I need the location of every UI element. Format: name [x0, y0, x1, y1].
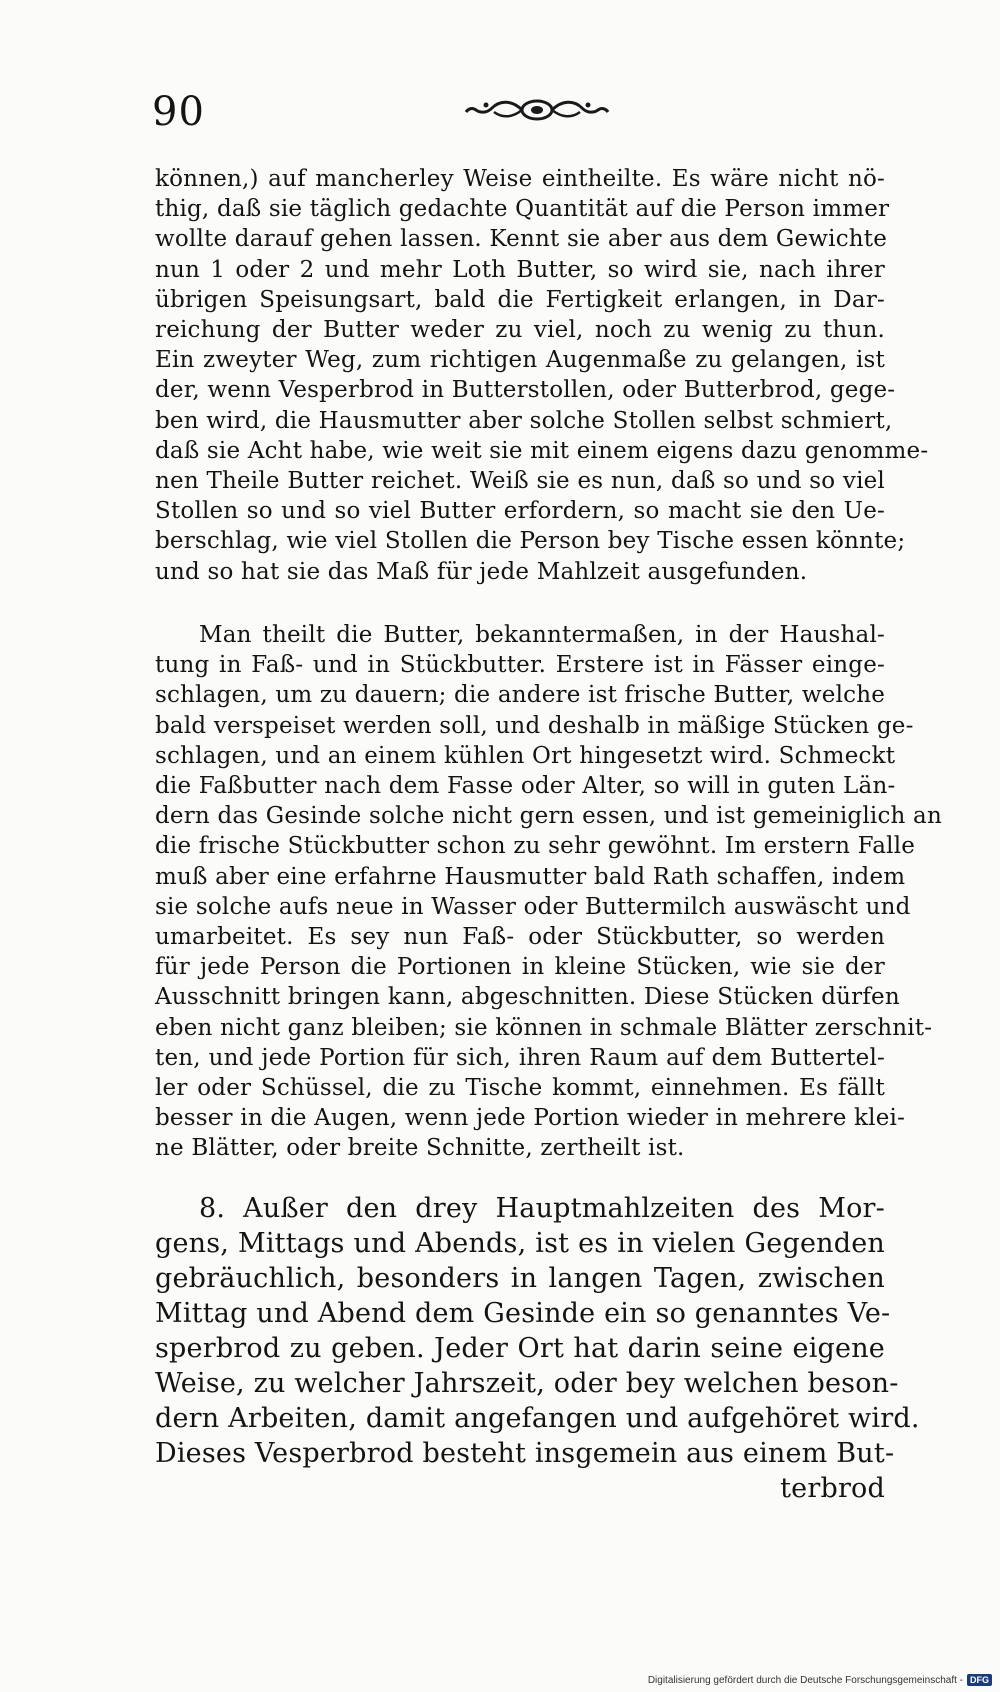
text-line: nun 1 oder 2 und mehr Loth Butter, so wird sie, nach ihrer — [155, 256, 885, 283]
text-line: Ein zweyter Weg, zum richtigen Augenmaße zu gelangen, ist — [155, 347, 885, 374]
text-line: übrigen Speisungsart, bald die Fertigkeit erlangen, in Dar- — [155, 286, 885, 313]
text-line: thig, daß sie täglich gedachte Quantität auf die Person immer — [155, 196, 890, 223]
catchword: terbrod — [780, 1473, 885, 1504]
text-line: können,) auf mancherley Weise eintheilte. Es wäre nicht nö- — [155, 166, 885, 192]
text-line: schlagen, und an einem kühlen Ort hingesetzt wird. Schmeckt — [155, 742, 896, 769]
text-line: eben nicht ganz bleiben; sie können in schmale Blätter zerschnit- — [155, 1014, 933, 1041]
text-line: Mittag und Abend dem Gesinde ein so genanntes Ve- — [155, 1298, 891, 1329]
text-line: gens, Mittags und Abends, ist es in vielen Gegenden — [155, 1228, 885, 1259]
text-line: und so hat sie das Maß für jede Mahlzeit ausgefunden. — [155, 558, 808, 585]
text-line: Man theilt die Butter, bekanntermaßen, in der Haushal- — [199, 622, 885, 648]
text-line: gebräuchlich, besonders in langen Tagen, zwischen — [155, 1263, 885, 1294]
text-line: nen Theile Butter reichet. Weiß sie es nun, daß so und so viel — [155, 468, 885, 495]
text-line: umarbeitet. Es sey nun Faß- oder Stückbutter, so werden — [155, 924, 885, 951]
dfg-logo[interactable]: DFG — [967, 1674, 992, 1686]
text-line: Dieses Vesperbrod besteht insgemein aus einem But- — [155, 1438, 895, 1469]
text-line: dern Arbeiten, damit angefangen und aufgehöret wird. — [155, 1403, 920, 1434]
text-line: schlagen, um zu dauern; die andere ist frische Butter, welche — [155, 682, 886, 709]
text-line: ne Blätter, oder breite Schnitte, zertheilt ist. — [155, 1135, 685, 1162]
text-line: ben wird, die Hausmutter aber solche Stollen selbst schmiert, — [155, 407, 893, 434]
text-line: ler oder Schüssel, die zu Tische kommt, einnehmen. Es fällt — [155, 1075, 885, 1102]
text-line: daß sie Acht habe, wie weit sie mit einem eigens dazu genomme- — [155, 437, 929, 464]
paragraph-3 — [155, 1191, 920, 1506]
text-line: ten, und jede Portion für sich, ihren Raum auf dem Buttertel- — [155, 1044, 885, 1071]
text-line: berschlag, wie viel Stollen die Person bey Tische essen könnte; — [155, 528, 906, 555]
footer-text: Digitalisierung gefördert durch die Deutsche Forschungsgemeinschaft - — [647, 1674, 963, 1686]
text-line: sie solche aufs neue in Wasser oder Buttermilch auswäscht und — [155, 893, 911, 920]
text-line: besser in die Augen, wenn jede Portion wieder in mehrere klei- — [155, 1105, 906, 1132]
text-line: Weise, zu welcher Jahrszeit, oder bey welchen beson- — [155, 1368, 899, 1399]
ornament-icon — [462, 96, 612, 124]
text-line: muß aber eine erfahrne Hausmutter bald Rath schaffen, indem — [155, 863, 906, 890]
text-line: die Faßbutter nach dem Fasse oder Alter, so will in guten Län- — [155, 773, 896, 800]
text-line: sperbrod zu geben. Jeder Ort hat darin seine eigene — [155, 1333, 885, 1364]
text-line: Ausschnitt bringen kann, abgeschnitten. Diese Stücken dürfen — [155, 984, 900, 1011]
text-line: tung in Faß- und in Stückbutter. Erstere ist in Fässer einge- — [155, 652, 885, 679]
text-line: bald verspeiset werden soll, und deshalb in mäßige Stücken ge- — [155, 712, 914, 739]
text-line: die frische Stückbutter schon zu sehr gewöhnt. Im erstern Falle — [155, 833, 916, 860]
text-line: dern das Gesinde solche nicht gern essen, und ist gemeiniglich an — [155, 803, 942, 830]
text-line: der, wenn Vesperbrod in Butterstollen, oder Butterbrod, gege- — [155, 377, 896, 404]
text-line: 8. Außer den drey Hauptmahlzeiten des Mor- — [199, 1193, 885, 1224]
paragraph-1 — [155, 164, 929, 587]
text-line: Stollen so und so viel Butter erfordern, so macht sie den Ue- — [155, 498, 885, 525]
digitization-footer — [648, 1674, 992, 1686]
page-number: 90 — [152, 89, 205, 135]
text-line: reichung der Butter weder zu viel, noch zu wenig zu thun. — [155, 317, 885, 344]
text-line: für jede Person die Portionen in kleine Stücken, wie sie der — [155, 954, 885, 981]
text-line: wollte darauf gehen lassen. Kennt sie aber aus dem Gewichte — [155, 226, 888, 253]
paragraph-2 — [155, 620, 942, 1164]
